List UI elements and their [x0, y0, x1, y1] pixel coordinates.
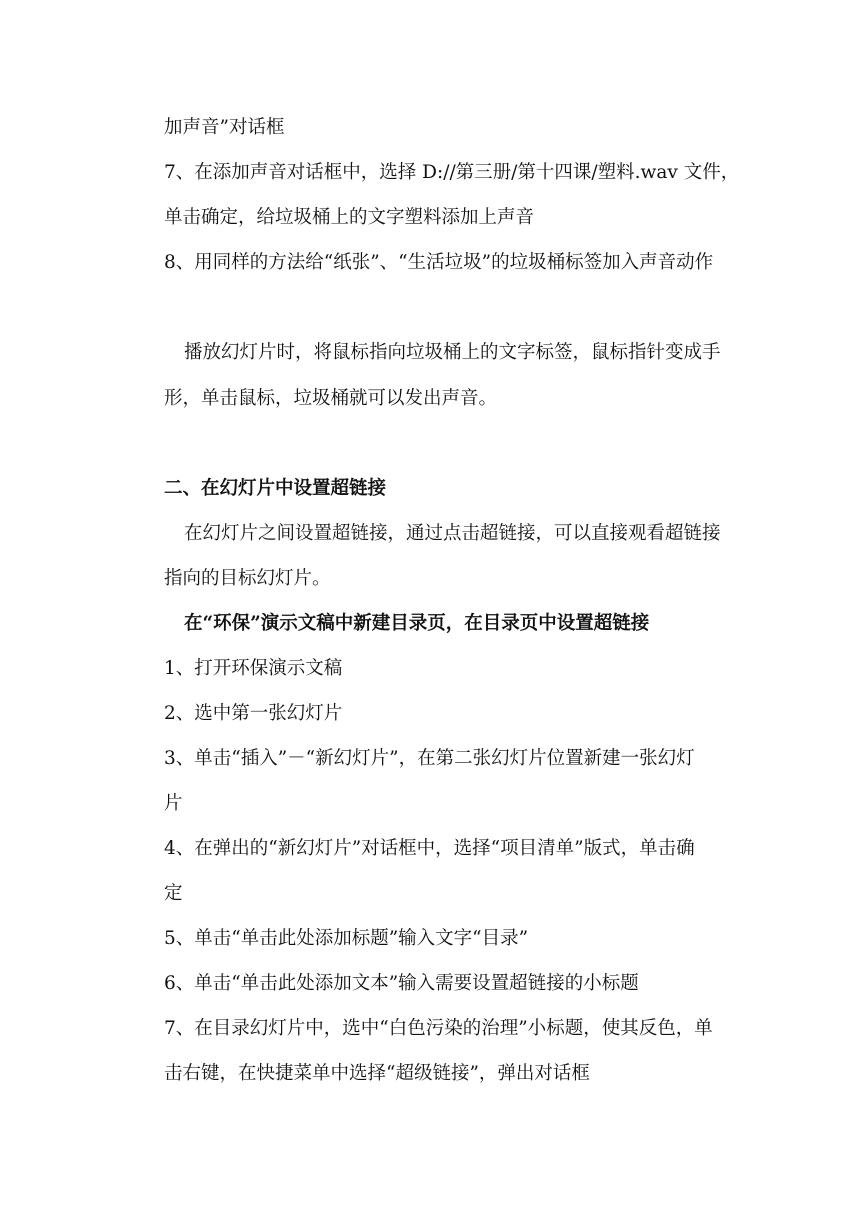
playback-paragraph: 播放幻灯片时，将鼠标指向垃圾桶上的文字标签，鼠标指针变成手: [184, 342, 721, 363]
step-8-other-labels: 8、用同样的方法给“纸张”、“生活垃圾”的垃圾桶标签加入声音动作: [164, 252, 714, 273]
text-line: 加声音”对话框: [164, 117, 285, 138]
step-7-sound-dialog: 7、在添加声音对话框中，选择 D://第三册/第十四课/塑料.wav 文件，: [164, 162, 740, 183]
step-5: 5、单击“单击此处添加标题”输入文字“目录”: [164, 928, 529, 949]
step-1: 1、打开环保演示文稿: [164, 658, 343, 679]
step-6: 6、单击“单击此处添加文本”输入需要设置超链接的小标题: [164, 973, 639, 994]
step-4: 4、在弹出的“新幻灯片”对话框中，选择“项目清单”版式，单击确: [164, 838, 695, 859]
text-line: 单击确定，给垃圾桶上的文字塑料添加上声音: [164, 207, 535, 228]
task-heading: 在“环保”演示文稿中新建目录页，在目录页中设置超链接: [184, 613, 650, 634]
step-7-hyperlink: 7、在目录幻灯片中，选中“白色污染的治理”小标题，使其反色，单: [164, 1018, 713, 1039]
text-line: 片: [164, 793, 183, 814]
section-heading: 二、在幻灯片中设置超链接: [164, 478, 387, 499]
step-2: 2、选中第一张幻灯片: [164, 703, 343, 724]
section-intro: 在幻灯片之间设置超链接，通过点击超链接，可以直接观看超链接: [184, 523, 721, 544]
text-line: 定: [164, 883, 183, 904]
text-line: 指向的目标幻灯片。: [164, 568, 331, 589]
step-3: 3、单击“插入”－“新幻灯片”，在第二张幻灯片位置新建一张幻灯: [164, 748, 695, 769]
text-line: 形，单击鼠标，垃圾桶就可以发出声音。: [164, 388, 498, 409]
text-line: 击右键，在快捷菜单中选择“超级链接”，弹出对话框: [164, 1063, 590, 1084]
